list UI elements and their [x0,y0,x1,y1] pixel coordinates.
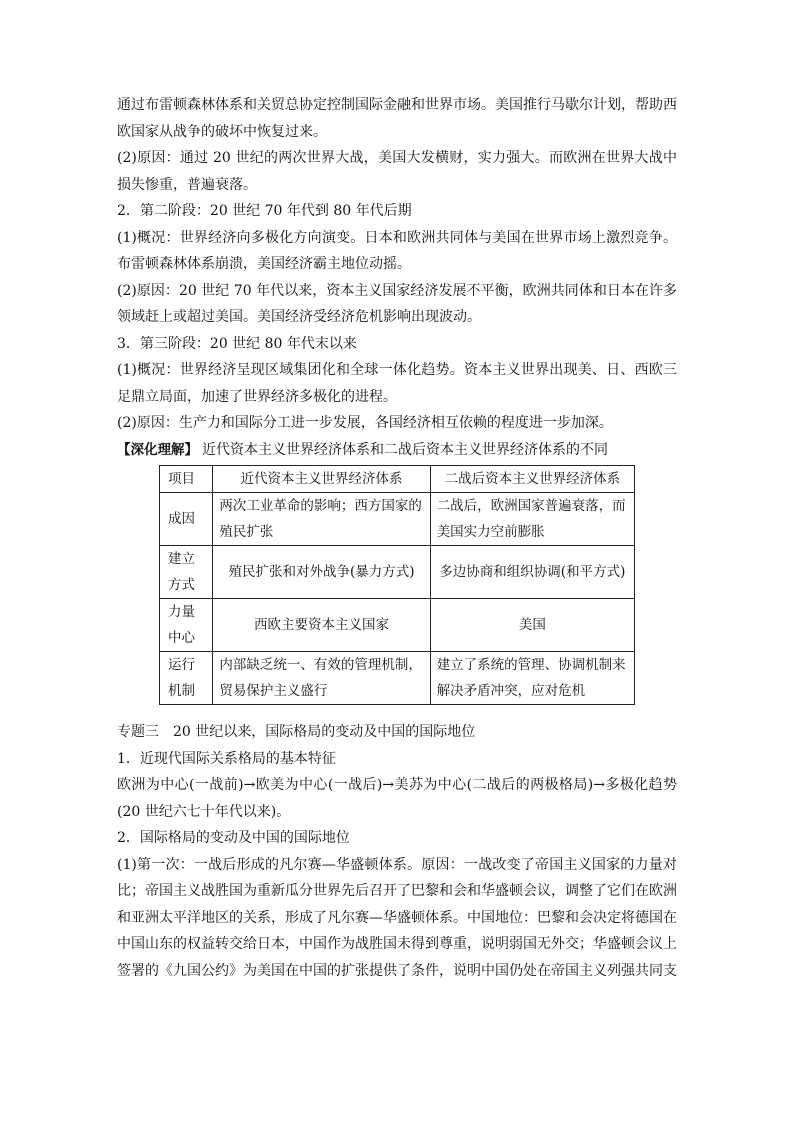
table-row [160,546,635,599]
table-row [160,652,635,705]
table-cell-postwar: 多边协商和组织协调(和平方式) [430,546,634,599]
topic3-s1-text: 欧洲为中心(一战前)→欧美为中心(一战后)→美苏为中心(二战后的两极格局)→多极化趋势(20 世纪六七十年代以来)。 [117,777,677,820]
stage3-reason: (2)原因：生产力和国际分工进一步发展，各国经济相互依赖的程度进一步加深。 [117,415,613,431]
table-cell-postwar: 建立了系统的管理、协调机制来解决矛盾冲突，应对危机 [430,652,634,705]
intro-paragraph: 通过布雷顿森林体系和关贸总协定控制国际金融和世界市场。美国推行马歇尔计划，帮助西欧国家从战争的破坏中恢复过来。 [117,97,677,140]
table-cell-item: 成因 [160,493,213,546]
deep-understanding-tag: 【深化理解】 [117,441,198,458]
stage2-title: 2．第二阶段：20 世纪 70 年代到 80 年代后期 [117,203,412,219]
table-cell-modern: 西欧主要资本主义国家 [213,599,430,652]
table-row [160,493,635,546]
table-cell-modern: 殖民扩张和对外战争(暴力方式) [213,546,430,599]
table-header-modern: 近代资本主义世界经济体系 [213,466,430,493]
table-cell-postwar: 二战后，欧洲国家普遍衰落，而美国实力空前膨胀 [430,493,634,546]
table-cell-item: 运行机制 [160,652,213,705]
table-row [160,599,635,652]
document-page [117,92,677,984]
stage2-overview: (1)概况：世界经济向多极化方向演变。日本和欧洲共同体与美国在世界市场上激烈竞争。布雷顿森林体系崩溃，美国经济霸主地位动摇。 [117,229,677,272]
topic3-s1-title: 1．近现代国际关系格局的基本特征 [117,750,336,767]
table-cell-modern: 内部缺乏统一、有效的管理机制，贸易保护主义盛行 [213,652,430,705]
intro-reason: (2)原因：通过 20 世纪的两次世界大战，美国大发横财，实力强大。而欧洲在世界大战中损失惨重，普遍衰落。 [117,150,677,193]
table-header-item: 项目 [160,466,213,493]
table-cell-item: 建立方式 [160,546,213,599]
topic3-s2-title: 2．国际格局的变动及中国的国际地位 [117,830,350,846]
comparison-table [159,465,635,705]
stage2-reason: (2)原因：20 世纪 70 年代以来，资本主义国家经济发展不平衡，欧洲共同体和日本在许多领域赶上或超过美国。美国经济受经济危机影响出现波动。 [117,282,677,325]
table-cell-postwar: 美国 [430,599,634,652]
deep-understanding-title: 近代资本主义世界经济体系和二战后资本主义世界经济体系的不同 [202,441,608,458]
table-cell-item: 力量中心 [160,599,213,652]
deep-understanding [117,437,677,464]
topic3-title: 专题三 20 世纪以来，国际格局的变动及中国的国际地位 [117,724,476,740]
table-header-postwar: 二战后资本主义世界经济体系 [430,466,634,493]
table-header-row [160,466,635,493]
stage3-title: 3．第三阶段：20 世纪 80 年代末以来 [117,335,357,352]
table-cell-modern: 两次工业革命的影响；西方国家的殖民扩张 [213,493,430,546]
stage3-overview: (1)概况：世界经济呈现区域集团化和全球一体化趋势。资本主义世界出现美、日、西欧三足鼎立局面，加速了世界经济多极化的进程。 [117,362,677,405]
topic3-s2-text: (1)第一次：一战后形成的凡尔赛—华盛顿体系。原因：一战改变了帝国主义国家的力量对比；帝国主义战胜国为重新瓜分世界先后召开了巴黎和会和华盛顿会议，调整了它们在欧洲和亚洲太平洋地区的关系，形成了凡尔赛—华盛顿体系。中国地位：巴黎和会决定将德国在中国山东的权益转交给日本，中国作为战胜国未得到尊重，说明弱国无外交；华盛顿会议上签署的《九国公约》为美国在中国的扩张提供了条件，说明中国仍处在帝国主义列强共同支 [117,856,677,979]
